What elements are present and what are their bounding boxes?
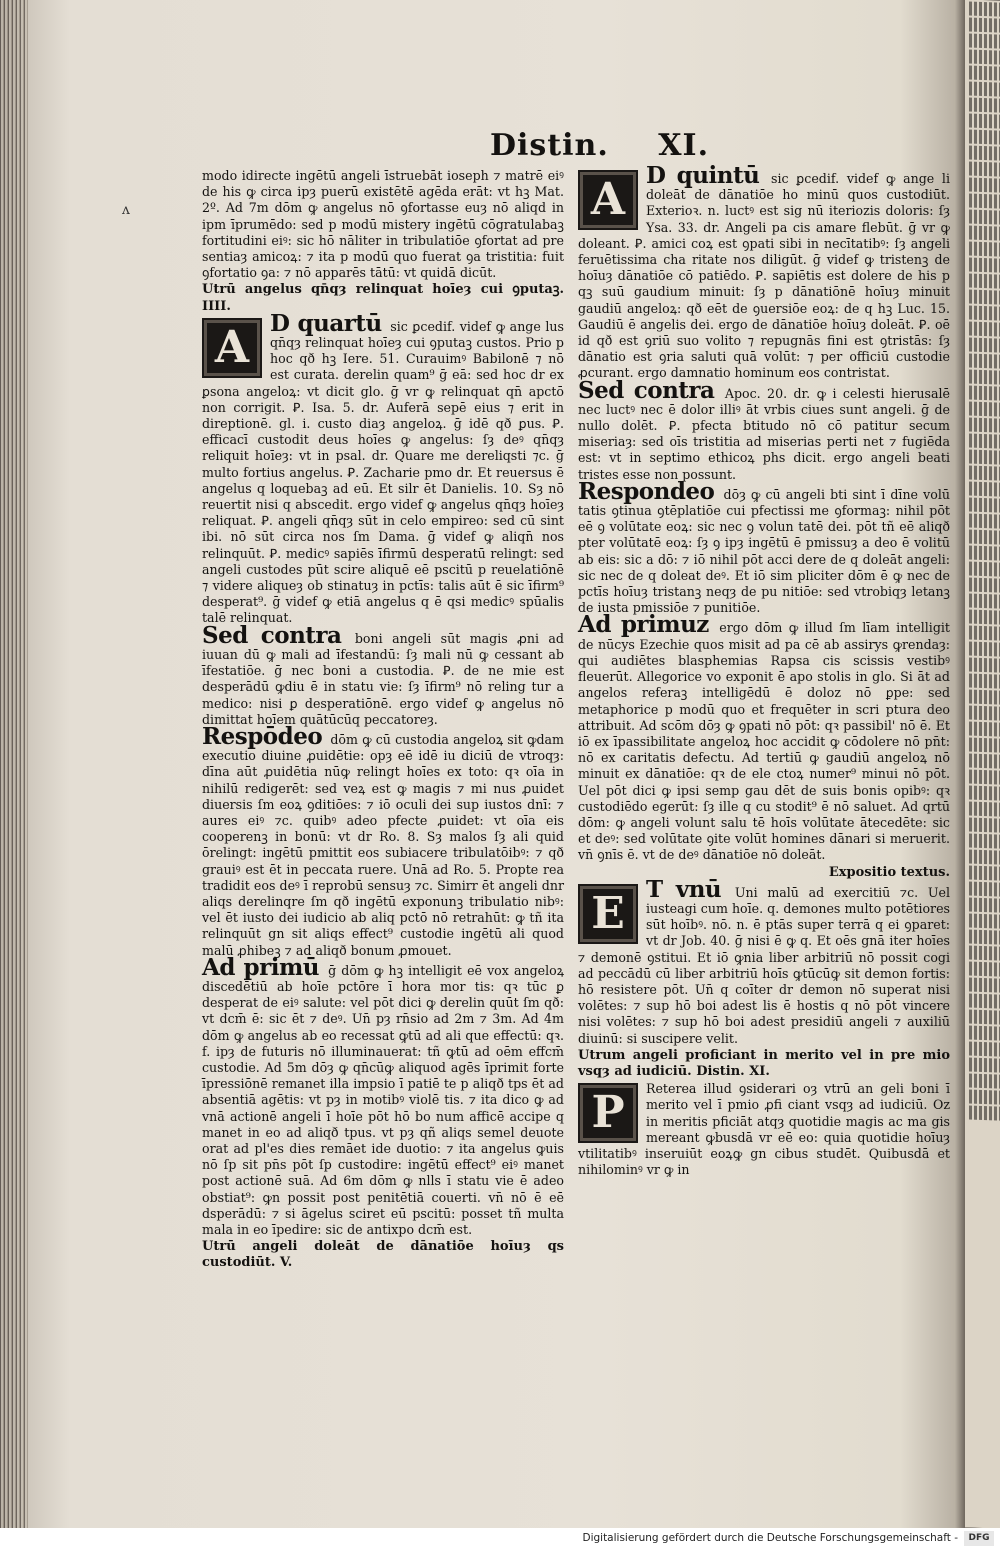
article-text: sic ꝑcedif. videf ꝙ ange lus qn̄qȝ relinquat hoīeȝ cui ꝯputaꝫ custos. Prio p hoc qð hꝫ Iere. 51. Curauimꝰ Babilonē ⁊ nō est curata. derelin quam⁹ ḡ eā: sed hoc dr ex ꝑsona angeloꝝ: vt dicit glo. ḡ vr ꝙ relinquat qn̄ apctō non corrigit. Ꝑ. Isa. 5. dr. Auferā sepē eius ⁊ erit in direptionē. gl. i. custo diaȝ angeloꝝ. ḡ idē qð ꝑus. Ꝑ. efficacī custodit deus hoīes ꝙ angelus: ſȝ deꝰ qn̄qȝ reliquit hoīeȝ: vt in psal. dr. Quare me dereliqsti ⁊c. ḡ multo fortius angelus. Ꝑ. Zacharie pmo dr. Et reuersus ē angelus q loquebaꝫ ad eū. Et silr ēt Danielis. 10. Sȝ nō reuertit nisi q abscedit. ergo videf ꝙ angelus qn̄qȝ hoīeȝ reliquat. Ꝑ. angeli qn̄qȝ sūt in celo empireo: sed cū sint ibi. nō sūt circa nos ſm Dama. ḡ videf ꝙ aliqn̄ nos relinquūt. Ꝑ. medicꝰ sapiēs īfirmū desperatū relingt: sed angeli custodes pūt scire aliquē eē pscitū p reuelatiōnē ⁊ videre aliqueȝ ob stinatuȝ in pctīs: talis aūt ē sic īfirm⁹ desperat⁹. ḡ videf ꝙ etiā angelus q ē qsi medicꝰ spūalis talē relinquat. <box>202 318 564 626</box>
left-column <box>202 168 564 1273</box>
expositio <box>578 875 950 1047</box>
sed-contra-title: Sed contra <box>578 376 715 404</box>
opening-words: T vnū <box>646 875 722 903</box>
respondeo-title: Respondeo <box>578 477 715 505</box>
article-5 <box>578 162 950 382</box>
decorated-initial: A <box>578 170 638 230</box>
printed-page <box>190 128 950 1378</box>
sed-contra <box>202 621 564 728</box>
question-text: Utrum angeli proficiant in merito vel in pre mio vsqȝ ad iudiciū. <box>578 1047 950 1079</box>
expositio-heading: Expositio textus. <box>828 864 950 880</box>
ad-primum-text: ḡ dōm ꝙ hꝫ intelligit eē vox angeloꝝ discedētiū ab hoīe pctōre ī hora mor tis: qꝛ tūc ꝑ desperat de eiꝰ salute: vel pōt dici ꝙ derelin quūt ſm qð: vt dcm̄ ē: sic ēt ⁊ deꝰ. Un̄ pȝ rn̄sio ad 2m ⁊ 3m. Ad 4m dōm ꝙ angelus ab eo recessat ꝙtū ad ali que effectū: qꝛ. f. ipȝ de futuris nō illuminauerat: tñ ꝙtū ad oēm effcm̄ custodie. Ad 5m dōȝ ꝙ qn̄cūꝙ aliquod agēs īprimit forte īpressiōnē remanet illa impsio ī patiē te p aliqð tps ēt ad absentiā agētis: vt pȝ in motibꝰ violē tis. ⁊ ita dico ꝙ ad vnā actionē angeli ī hoīe pōt hō bo num afficē accipe q manet in eo ad aliqð tpus. vt pȝ qñ aliqs semel deuote orat ad pl'es dies remāet ide duotio: ⁊ ita angelus ꝙuis nō ſp sit pn̄s pōt ſp custodire: ingētū effect⁹ eiꝰ manet post actionē suā. Ad 6m dōm ꝙ nlls ī statu vie ē adeo obstiat⁹: ꝙn possit post penitētiā couerti. vn̄ nō ē eē dsperādū: ⁊ si āgelus sciret eū pscitū: posset tñ multa mala in eo īpedire: sic de antixpo dcm̄ est. <box>202 962 564 1237</box>
sed-contra-text: Apoc. 20. dr. ꝙ i celesti hierusalē nec luctꝰ nec ē dolor illiꝰ āt vrbis ciues sunt angeli. ḡ de nullo dolēt. Ꝑ. pfecta btitudo nō cō patitur secum miseriaȝ: sed oīs tristitia ad miserias perti net ⁊ fugiēda est: vt in septimo ethicoꝝ phs dicit. ergo angeli beati tristes esse non possunt. <box>578 385 950 482</box>
funding-note: Digitalisierung gefördert durch die Deutsche Forschungsgemeinschaft - <box>582 1532 958 1544</box>
margin-mark: ʌ <box>122 202 130 218</box>
header-distinctio: Distin. <box>490 128 609 163</box>
distinctio-label: Distin. XI. <box>696 1063 770 1079</box>
opening-words: D quintū <box>646 162 760 189</box>
footer-bar <box>0 1528 1000 1550</box>
respondeo-text: dōȝ ꝙ cū angeli bti sint ī dīne volū tatis ꝯtinua ꝯtēplatiōe cui pfectissi me ꝯformaꝫ: nihil pōt eē ꝯ volūtate eoꝝ: sic nec ꝯ volun tatē dei. pōt tñ eē aliqð pter volūtatē eoꝝ: ſȝ ꝯ ipȝ ingētū ē pmissuȝ a deo ē volitū ab eis: sic a dō: ⁊ iō nihil pōt acci dere de q doleāt angeli: sic nec de q doleat deꝰ. Et iō sim pliciter dōm ē ꝙ nec de pctīs hoīuȝ tristanꝫ neqȝ de pu nitiōe: sed vtrobiqȝ letanꝫ de iusta pmissiōe ⁊ punitiōe. <box>578 486 950 616</box>
decorated-initial: P <box>578 1083 638 1143</box>
paragraph: modo idirecte ingētū angeli īstruebāt ioseph ⁊ matrē eiꝰ de his ꝙ circa ipȝ puerū existētē agēda erāt: vt hꝫ Mat. 2º. Ad 7m dōm ꝙ angelus nō ꝯfortasse euȝ nō aliqd in ipm īprumēdo: sed p modū mistery ingētū cōgratulabaꝫ fortitudini eiꝰ: sic hō nāliter in tribulatiōe ꝯfortat ad pre sentiaȝ amicoꝝ: ⁊ ita p modū quo fuerat ꝯa tristitia: fuit ꝯfortatio ꝯa: ⁊ nō apparēs tātū: vt quidā dicūt. <box>202 168 564 281</box>
ad-primum-title: Ad primū <box>202 953 320 981</box>
article-text: sic ꝑcedif. videf ꝙ ange li doleāt de dānatiōe ho minū quos custodiūt. Exterioꝛ. n. luctꝰ est sig nū iteriozis doloris: ſȝ Ysa. 33. dr. Angeli pa cis amare flebūt. ḡ vr ꝙ doleant. Ꝑ. amici coꝝ est ꝯpati sibi in necītatibꝰ: ſȝ angeli feruētissima cha ritate nos diligūt. ḡ videf ꝙ tristenꝫ de hoīuȝ dānatiōe cō patiēdo. Ꝑ. sapiētis est dolere de his p qꝫ suū gaudium minuit: ſȝ p dānatiōnē hoīuȝ minuit gaudiū angeloꝝ: qð eēt de ꝯuersiōe eoꝝ: de q hꝫ Luc. 15. Gaudiū ē angelis dei. ergo de dānatiōe hoīuȝ doleāt. Ꝑ. oē id qð est ꝯriū suo volito ⁊ repugnās fini est ꝯtristās: ſȝ dānatio est ꝯria saluti quā volūt: ⁊ per officiū custodie ꝓcurant. ergo damnatio hominum eos contristat. <box>578 171 950 381</box>
article-4 <box>202 309 564 627</box>
ad-primum <box>578 611 950 863</box>
sed-contra-text: boni angeli sūt magis ꝓni ad iuuan dū ꝙ mali ad īfestandū: ſȝ mali nū ꝙ cessant ab īfestatiōe. ḡ nec boni a custodia. Ꝑ. de ne mie est desperādū ꝙdiu ē in statu vie: ſȝ īfirm⁹ nō reling tur a medico: nisi ꝑ desperatiōnē. ergo videf ꝙ angelus nō dimittat hoīem quātūcūq peccatoreȝ. <box>202 630 564 727</box>
praeterea-text: Reterea illud ꝯsiderari oȝ vtrū an geli boni ī merito vel ī pmio ꝓfi ciant vsqȝ ad iudiciū. Oz in meritis pficiāt atqȝ quotidie magis ac ma gis mereant ꝙbusdā vr eē eo: quia quotidie hoīuȝ vtilitatibꝰ inseruiūt eoꝝꝙ gn cibus studēt. Quibusdā et nihilominꝰ vr ꝙ in <box>578 1081 950 1178</box>
ad-primum <box>202 953 564 1238</box>
page-edges-left <box>0 0 28 1528</box>
respondeo <box>578 477 950 617</box>
sed-contra-title: Sed contra <box>202 621 342 649</box>
question-heading: Utrū angeli doleāt de dānatiōe hoīuȝ qs custodiūt. V. <box>202 1239 564 1271</box>
question-heading <box>578 1048 950 1080</box>
question-heading: Utrū angelus qn̄qȝ relinquat hoīeȝ cui ꝯputaꝫ. IIII. <box>202 282 564 314</box>
decorated-initial: A <box>202 318 262 378</box>
ad-primum-title: Ad primuz <box>578 611 709 639</box>
respondeo <box>202 722 564 959</box>
sed-contra <box>578 376 950 483</box>
expositio-text: Uni malū ad exercitiū ⁊c. Uel iusteagi cum hoīe. q. demones multo potētiores sūt hoībꝰ. nō. n. ē ptās super terrā q ei ꝯparet: vt dr Job. 40. ḡ nisi ē ꝙ q. Et oēs gnā iter hoīes ⁊ demonē ꝯstitui. Et iō ꝙnia liber arbitriū nō possit cogi ad peccādū cū liber arbitriū hoīs ꝙtūcūꝙ sit demon fortis: hō resistere pōt. Un̄ q coīter dr demon nō superat nisi volētes: ⁊ sup hō boi adest lis ē hostis q nō pōt vincere nisi volētes: ⁊ sup hō boi adest presidiū angeli ⁊ auxiliū diuinū: si suscipere velit. <box>578 884 950 1046</box>
praeterea <box>578 1081 950 1178</box>
opening-words: D quartū <box>270 309 382 337</box>
facing-page-edge <box>965 0 1000 1528</box>
respondeo-title: Respōdeo <box>202 722 323 750</box>
respondeo-text: dōm ꝙ cū custodia angeloꝝ sit ꝙdam executio diuine ꝓuidētie: opȝ eē idē iu diciū de vtroqȝ: dīna aūt ꝓuidētia nūꝙ relingt hoīes ex toto: qꝛ oīa in nihilū redigerēt: sed veꝝ est ꝙ magis ⁊ mi nus ꝓuidet diuersis ſm eoꝝ ꝯditiōes: ⁊ iō oculi dei sup iustos dnī: ⁊ aures eiꝰ ⁊c. quibꝰ adeo pfecte ꝓuidet: vt oīa eis cooperenꝫ in bonū: vt dr Ro. 8. Sȝ malos ſȝ ali quid ōrelingt: ingētū pmittit eos subiacere tribulatōibꝰ: ⁊ qð grauiꝰ est ēt in peccata ruere. Unā ad Ro. 5. Propte rea tradidit eos deꝰ ī reprobū sensuȝ ⁊c. Simirr ēt angeli dnr aliqs derelinqre ſm qð ingētū exponunꝫ tribulatio nibꝰ: vel ēt iusto dei iudicio ab aliq pctō nō retrahūt: ꝙ tñ ita relinquūt gn sit aliqs effect⁹ custodie ingētū ali quod malū ꝓhibeꝫ ⁊ ad aliqð bonum ꝓmouet. <box>202 731 564 958</box>
ad-primum-text: ergo dōm ꝙ illud ſm līam intelligit de nūcys Ezechie quos misit ad pa cē ab assirys ꝙrendaȝ: qui audiētes blasphemias Rapsa cis scissis vestibꝰ fleuerūt. Allegorice vo exponit ē apo stolis in glo. Si āt ad angelos referaꝫ intelligēdū ē doloz nō ꝑpe: sed metaphorice p modū quo et frequēter in scri ptura deo attribuit. Ad scōm dōȝ ꝙ ꝯpati nō pōt: qꝛ passibil' nō ē. Et iō ex īpassibilitate angeloꝝ hoc accidit ꝙ cōdolere nō pn̄t: nō ex caritatis defectu. Ad tertiū ꝙ gaudiū angeloꝝ nō minuit ex dānatiōe: qꝛ de ele ctoꝝ numer⁹ minui nō pōt. Uel pōt dici ꝙ ipsi semp gau dēt de suis bonis opibꝰ: qꝛ custodiēdo egerūt: ſȝ ille q cu stodit⁹ ē nō saluet. Ad qrtū dōm: ꝙ angeli volunt salu tē hoīs volūtate ātecedēte: sic et deꝰ: sed volūtate ꝯite volūt homines dānari si meruerit. vn̄ ꝯnīs ē. vt de deꝰ dānatiōe nō doleāt. <box>578 620 950 863</box>
dfg-logo: DFG <box>964 1531 994 1546</box>
running-header <box>490 128 709 163</box>
decorated-initial: E <box>578 884 638 944</box>
header-number: XI. <box>658 128 710 163</box>
right-column <box>578 162 950 1179</box>
